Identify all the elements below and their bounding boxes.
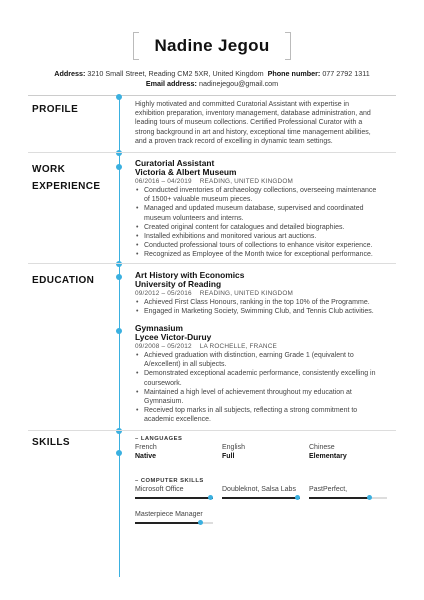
candidate-name: Nadine Jegou: [154, 36, 270, 55]
timeline-dot: [116, 450, 122, 456]
skill-level-fill: [135, 522, 201, 524]
email-label: Email address:: [145, 79, 197, 88]
school-name: University of Reading: [135, 279, 222, 289]
education-bullets: [135, 298, 393, 316]
timeline-dot: [116, 261, 122, 267]
employer: Victoria & Albert Museum: [135, 167, 237, 177]
list-item: • Conducted professional tours of collections to enhance visitor experience.: [135, 241, 393, 250]
education-meta: [135, 290, 299, 297]
profile-line: and a proven track record of excelling in dynamic team settings.: [135, 137, 333, 145]
degree-title: Art History with Economics: [135, 270, 245, 280]
computer-skill-name: Microsoft Office: [135, 486, 184, 493]
timeline-dot: [116, 274, 122, 280]
computer-skill-name: PastPerfect,: [309, 486, 348, 493]
skill-level-knob: [198, 520, 203, 525]
education-section-title: EDUCATION: [32, 275, 95, 286]
profile-line: Highly motivated and committed Curatorial Assistant with expertise in: [135, 101, 349, 108]
language-name: French: [135, 444, 157, 451]
skill-level-knob: [367, 495, 372, 500]
job-location: READING, UNITED KINGDOM: [199, 178, 294, 185]
language-level: Elementary: [309, 453, 347, 460]
list-item: • Demonstrated exceptional academic performance, consistently excelling in coursework.: [135, 369, 393, 387]
skills-section-title: SKILLS: [32, 437, 70, 448]
job-bullets: [135, 186, 393, 260]
job-title: Curatorial Assistant: [135, 158, 215, 168]
list-item: • Maintained a high level of achievement throughout my education at Gymnasium.: [135, 388, 393, 406]
computer-skill-name: Doubleknot, Salsa Labs: [222, 486, 296, 493]
section-divider: [28, 263, 396, 264]
language-name: Chinese: [309, 444, 335, 451]
timeline-dot: [116, 94, 122, 100]
list-item: • Conducted inventories of archaeology collections, overseeing maintenance of 1500+ valuable museum pieces.: [135, 186, 393, 204]
profile-section-title: PROFILE: [32, 104, 79, 115]
profile-line: exhibition preparation, inventory management, database administration, and: [135, 110, 371, 118]
job-meta: [135, 178, 299, 185]
list-item: • Achieved First Class Honours, ranking in the top 10% of the Programme.: [135, 298, 393, 307]
list-item: • Achieved graduation with distinction, earning Grade 1 (equivalent to A/excellent) in all subjects.: [135, 351, 393, 369]
timeline-dot: [116, 328, 122, 334]
list-item: • Recognized as Employee of the Month twice for exceptional performance.: [135, 250, 393, 259]
education-location: LA ROCHELLE, FRANCE: [199, 343, 278, 350]
contact-line-1: [0, 69, 424, 78]
list-item: • Received top marks in all subjects, reflecting a strong commitment to academic excellence.: [135, 406, 393, 424]
list-item: • Engaged in Marketing Society, Swimming Club, and Tennis Club activities.: [135, 307, 393, 316]
education-dates: 09/2012 – 05/2016: [135, 290, 192, 297]
education-bullets: [135, 351, 393, 425]
skill-level-bar: [135, 522, 213, 524]
education-dates: 09/2008 – 05/2012: [135, 343, 192, 350]
timeline-dot: [116, 164, 122, 170]
name-header: [133, 32, 291, 60]
list-item: • Managed and updated museum database, supervised and coordinated museum volunteers and interns.: [135, 204, 393, 222]
school-name: Lycee Victor-Duruy: [135, 332, 212, 342]
section-divider: [28, 152, 396, 153]
skill-level-knob: [295, 495, 300, 500]
language-name: English: [222, 444, 245, 451]
computer-skill-name: Masterpiece Manager: [135, 511, 203, 518]
work-section-title: WORK: [32, 164, 66, 175]
education-location: READING, UNITED KINGDOM: [199, 290, 294, 297]
profile-line: leading tours of museum collections. Certified Professional Curator with a: [135, 119, 363, 127]
skill-level-knob: [208, 495, 213, 500]
skill-level-bar: [222, 497, 300, 499]
list-item: • Created original content for catalogues and detailed biographies.: [135, 223, 393, 232]
work-section-title-2: EXPERIENCE: [32, 181, 101, 192]
job-dates: 06/2016 – 04/2019: [135, 178, 192, 185]
address-label: Address:: [54, 69, 86, 78]
skill-level-fill: [222, 497, 300, 499]
education-meta: [135, 343, 283, 350]
skill-level-bar: [135, 497, 213, 499]
phone-value: 077 2792 1311: [322, 69, 370, 78]
skill-level-bar: [309, 497, 387, 499]
list-item: • Installed exhibitions and monitored various art auctions.: [135, 232, 393, 241]
language-level: Native: [135, 453, 157, 460]
timeline-dot: [116, 428, 122, 434]
profile-summary: [135, 100, 390, 146]
email-value[interactable]: nadinejegou@gmail.com: [198, 79, 279, 88]
language-level: Full: [222, 453, 235, 460]
skill-level-fill: [309, 497, 370, 499]
profile-line: strong background in art and history, exceptional time management abilities,: [135, 128, 371, 136]
address-value: 3210 Small Street, Reading CM2 5XR, United Kingdom: [87, 69, 264, 78]
skill-level-fill: [135, 497, 213, 499]
header-divider: [28, 95, 396, 96]
timeline-dot: [116, 150, 122, 156]
computer-skills-heading: – COMPUTER SKILLS: [135, 478, 204, 484]
contact-line-2: [0, 79, 424, 88]
languages-heading: – LANGUAGES: [135, 436, 183, 442]
phone-label: Phone number:: [267, 69, 321, 78]
degree-title: Gymnasium: [135, 323, 183, 333]
section-divider: [28, 430, 396, 431]
